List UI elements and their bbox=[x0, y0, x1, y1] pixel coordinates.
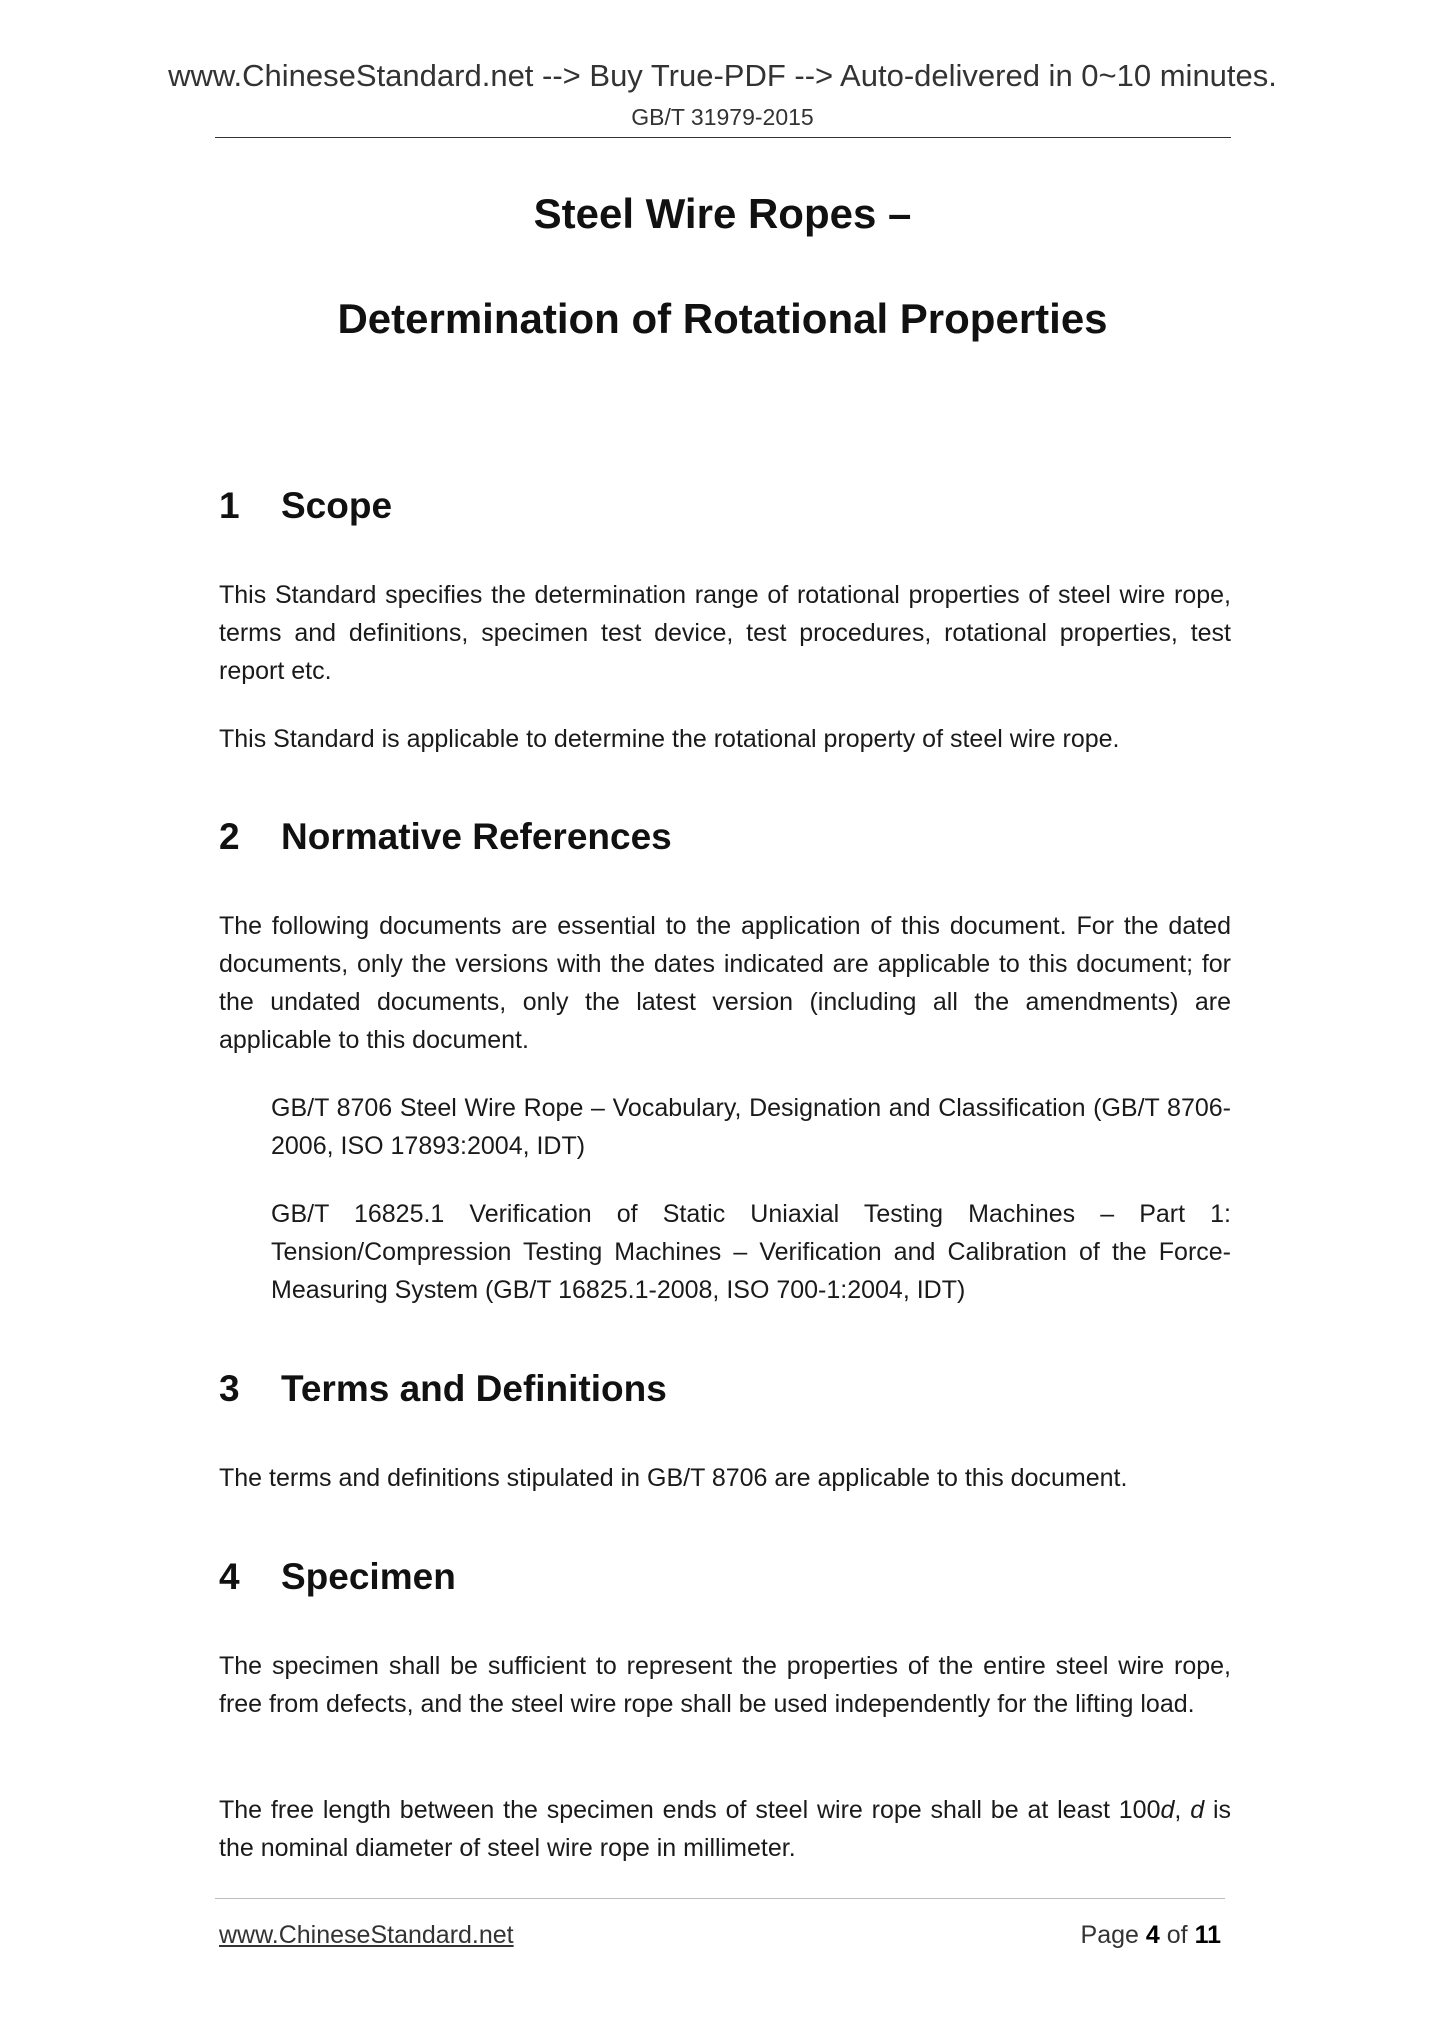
section-heading-terms-definitions bbox=[219, 1368, 667, 1410]
section-number: 3 bbox=[219, 1368, 240, 1409]
section-heading-scope bbox=[219, 485, 392, 527]
section-number: 4 bbox=[219, 1556, 240, 1597]
section-heading-normative-references bbox=[219, 816, 672, 858]
scope-paragraph-1: This Standard specifies the determination range of rotational properties of steel wire rope, terms and definitions, specimen test device, test procedures, rotational properties, test report etc. bbox=[219, 581, 1231, 685]
section-heading-specimen bbox=[219, 1556, 456, 1598]
title-line-2: Determination of Rotational Properties bbox=[337, 295, 1108, 342]
section-number: 2 bbox=[219, 816, 240, 857]
normative-paragraph-1: The following documents are essential to the application of this document. For the dated documents, only the versions with the dates indicated are applicable to this document; for the undated documents, only the latest version (including all the amendments) are applicable to this document. bbox=[219, 912, 1231, 1054]
purchase-banner[interactable]: www.ChineseStandard.net --> Buy True-PDF --> Auto-delivered in 0~10 minutes. bbox=[168, 58, 1277, 93]
reference-item-gbt-16825-1: GB/T 16825.1 Verification of Static Uniaxial Testing Machines – Part 1: Tension/Compression Testing Machines – Verification and Calibration of the Force-Measuring System (GB/T 16825.1-2008, ISO 700-1:2004, IDT) bbox=[271, 1200, 1231, 1304]
section-title: Normative References bbox=[281, 816, 672, 857]
specimen-paragraph-1: The specimen shall be sufficient to represent the properties of the entire steel wire rope, free from defects, and the steel wire rope shall be used independently for the lifting load. bbox=[219, 1652, 1231, 1718]
scope-paragraph-2: This Standard is applicable to determine the rotational property of steel wire rope. bbox=[219, 725, 1120, 753]
diameter-variable: d bbox=[1160, 1796, 1175, 1824]
page-label: Page bbox=[1080, 1921, 1139, 1949]
page-total: 11 bbox=[1194, 1921, 1221, 1949]
diameter-variable: d bbox=[1190, 1796, 1205, 1824]
section-title: Specimen bbox=[281, 1556, 456, 1597]
header-divider bbox=[215, 137, 1231, 138]
reference-item-gbt-8706: GB/T 8706 Steel Wire Rope – Vocabulary, Designation and Classification (GB/T 8706-2006, ISO 17893:2004, IDT) bbox=[271, 1094, 1231, 1160]
page-current: 4 bbox=[1145, 1921, 1160, 1949]
page-of: of bbox=[1166, 1921, 1188, 1949]
title-line-1: Steel Wire Ropes – bbox=[533, 190, 912, 237]
section-title: Terms and Definitions bbox=[281, 1368, 667, 1409]
section-title: Scope bbox=[281, 485, 393, 526]
section-number: 1 bbox=[219, 485, 240, 526]
specimen-text-a: The free length between the specimen ends of steel wire rope shall be at least 100 bbox=[219, 1796, 1161, 1824]
specimen-text-b: , bbox=[1174, 1796, 1182, 1824]
page-number bbox=[1081, 1921, 1221, 1950]
specimen-paragraph-2 bbox=[219, 1791, 1231, 1867]
footer-divider bbox=[215, 1898, 1225, 1899]
specimen-text-c: is the nominal diameter of steel wire rope in millimeter. bbox=[219, 1796, 1232, 1862]
terms-paragraph-1: The terms and definitions stipulated in GB/T 8706 are applicable to this document. bbox=[219, 1464, 1128, 1492]
footer-website-link[interactable]: www.ChineseStandard.net bbox=[219, 1921, 514, 1949]
standard-code: GB/T 31979-2015 bbox=[631, 104, 814, 130]
